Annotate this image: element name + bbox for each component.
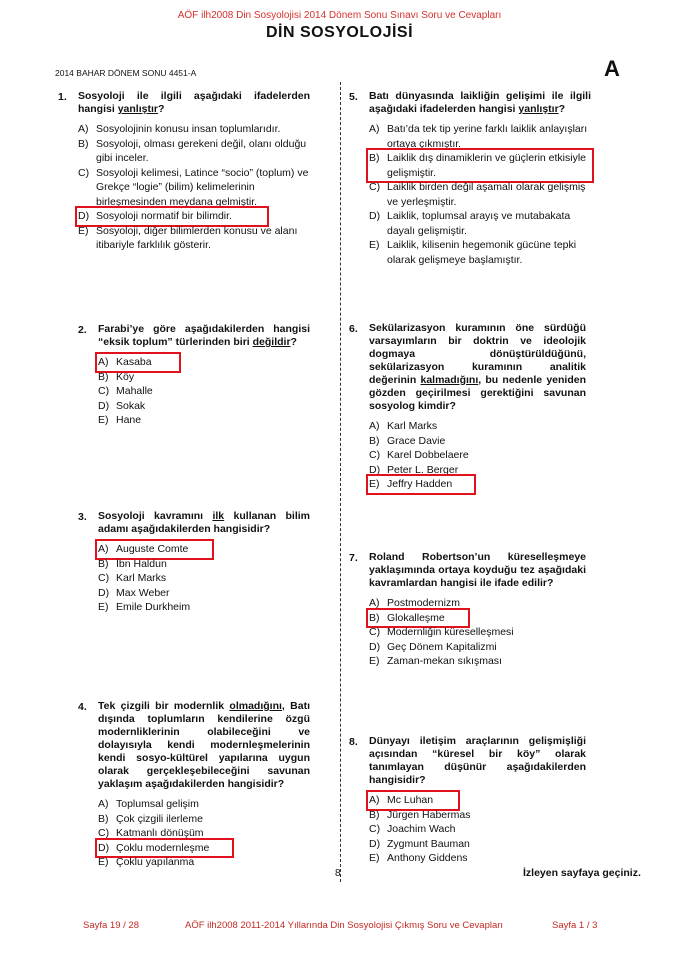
option-a[interactable]: A) Postmodernizm — [369, 597, 460, 609]
option-a[interactable]: A) Karl Marks — [369, 420, 438, 432]
question-3 — [78, 510, 311, 615]
question-stem: Dünyayı iletişim araçlarının gelişmişliği açısından “küresel bir köy” olarak tanımlayan düşünür aşağıdakilerden hangisidir? — [369, 735, 586, 786]
option-e[interactable]: E) Çoklu yapılanma — [98, 856, 195, 868]
option-c[interactable]: C) Laiklik birden değil aşamalı olarak gelişmiş ve yerleşmiştir. — [369, 181, 586, 208]
booklet-letter: A — [604, 56, 620, 81]
option-e-marked-answer[interactable]: E) Jeffry Hadden — [369, 477, 473, 492]
question-2 — [78, 323, 310, 428]
option-c[interactable]: C) Modernliğin küreselleşmesi — [369, 626, 514, 638]
top-header: AÖF ilh2008 Din Sosyolojisi 2014 Dönem Sonu Sınavı Soru ve Cevapları — [177, 10, 502, 21]
question-5 — [349, 90, 591, 267]
option-a-marked-answer[interactable]: A) Mc Luhan — [369, 793, 457, 808]
question-number: 5. — [349, 91, 358, 103]
page-number: 8 — [335, 868, 341, 879]
option-c[interactable]: C) Joachim Wach — [369, 823, 456, 835]
footer-page-left: Sayfa 19 / 28 — [83, 920, 139, 931]
option-b[interactable]: B) Grace Davie — [369, 434, 446, 447]
question-number: 7. — [349, 552, 358, 564]
option-d-marked-answer[interactable]: D) Sosyoloji normatif bir bilimdir. — [78, 209, 266, 224]
option-a[interactable]: A) Toplumsal gelişim — [98, 798, 199, 810]
option-e[interactable]: E) Zaman-mekan sıkışması — [369, 655, 502, 667]
option-e[interactable]: E) Sosyoloji, diğer bilimlerden konusu ve alanı itibariyle farklılık gösterir. — [78, 224, 298, 251]
exam-info: 2014 BAHAR DÖNEM SONU 4451-A — [55, 68, 197, 78]
question-stem: Sosyoloji kavramını ilk kullanan bilim adamı aşağıdakilerden hangisidir? — [98, 510, 311, 535]
question-number: 3. — [78, 511, 87, 523]
option-c[interactable]: C) Karel Dobbelaere — [369, 449, 469, 461]
option-e[interactable]: E) Hane — [98, 414, 142, 426]
option-b-marked-answer[interactable]: B) Laiklik dış dinamiklerin ve güçlerin etkisiyle gelişmiştir. — [369, 151, 591, 180]
footer-page-right: Sayfa 1 / 3 — [552, 920, 598, 931]
option-c[interactable]: C) Sosyoloji kelimesi, Latince “socio” (toplum) ve Grekçe “logie” (bilim) kelimelerinin birleşmesinden meydana gelmiştir. — [78, 166, 309, 208]
subject-title: DİN SOSYOLOJİSİ — [265, 24, 414, 41]
option-e[interactable]: E) Laiklik, kilisenin hegemonik gücüne tepki olarak gelişmeye başlamıştır. — [369, 239, 577, 266]
option-c[interactable]: C) Mahalle — [98, 385, 153, 397]
question-number: 4. — [78, 701, 87, 713]
question-stem: Sekülarizasyon kuramının öne sürdüğü varsayımların bir doktrin ve ideolojik dogmaya dönüştürüldüğünü, sekülarizasyon kuramının analitik değerinin kalmadığını, bu nedenle yeniden gözden geçirilmesi gerektiğini savunan sosyolog kimdir? — [369, 322, 586, 412]
option-b[interactable]: B) Sosyoloji, olması gerekeni değil, olanı olduğu gibi inceler. — [78, 137, 307, 164]
option-a-marked-answer[interactable]: A) Auguste Comte — [98, 542, 211, 557]
column-divider — [340, 82, 341, 882]
options-list — [98, 355, 310, 428]
question-stem: Tek çizgili bir modernlik olmadığını, Batı dışında toplumların kendilerine özgü modernliklerinin olabileceğini ve dolayısıyla kendi modernleşmelerinin kendi sosyo-kültürel yapılarına uygun olarak gerçekleşebileceğini savunan yaklaşım aşağıdakilerden hangisidir? — [98, 700, 311, 790]
next-page-note: İzleyen sayfaya geçiniz. — [523, 867, 641, 879]
option-d[interactable]: D) Zygmunt Bauman — [369, 837, 470, 850]
option-d[interactable]: D) Sokak — [98, 399, 146, 412]
option-d-marked-answer[interactable]: D) Çoklu modernleşme — [98, 841, 231, 856]
question-6 — [349, 322, 586, 492]
option-b[interactable]: B) İbn Haldun — [98, 557, 167, 570]
options-list — [369, 419, 586, 492]
option-a[interactable]: A) Batı’da tek tip yerine farklı laiklik anlayışları ortaya çıkmıştır. — [369, 123, 588, 150]
option-d[interactable]: D) Peter L. Berger — [369, 463, 459, 476]
question-number: 6. — [349, 323, 358, 335]
question-1 — [58, 90, 310, 253]
options-list — [98, 542, 310, 615]
question-number: 2. — [78, 324, 87, 336]
option-c[interactable]: C) Katmanlı dönüşüm — [98, 827, 204, 839]
option-b[interactable]: B) Jürgen Habermas — [369, 808, 471, 821]
question-7 — [349, 551, 586, 669]
options-list — [98, 797, 310, 870]
option-d[interactable]: D) Max Weber — [98, 586, 170, 599]
option-a[interactable]: A) Sosyolojinin konusu insan toplumlarıdır. — [78, 123, 281, 135]
option-b-marked-answer[interactable]: B) Glokalleşme — [369, 611, 467, 626]
options-list — [369, 793, 586, 866]
option-d[interactable]: D) Laiklik, toplumsal arayış ve mutabakata dayalı gelişmiştir. — [369, 210, 571, 237]
question-stem: Roland Robertson’un küreselleşmeye yaklaşımında ortaya koyduğu tez aşağıdaki kavramlardan hangisi ile ifade edilir? — [369, 551, 586, 589]
question-stem: Sosyoloji ile ilgili aşağıdaki ifadelerden hangisi yanlıştır? — [78, 90, 310, 115]
question-number: 1. — [58, 91, 67, 103]
footer-title: AÖF ilh2008 2011-2014 Yıllarında Din Sosyolojisi Çıkmış Soru ve Cevapları — [185, 920, 504, 931]
question-stem: Farabi’ye göre aşağıdakilerden hangisi “eksik toplum” türlerinden biri değildir? — [98, 323, 310, 348]
options-list — [369, 596, 586, 669]
option-e[interactable]: E) Anthony Giddens — [369, 852, 468, 864]
question-8 — [349, 735, 586, 866]
question-4 — [78, 700, 311, 870]
option-b[interactable]: B) Çok çizgili ilerleme — [98, 812, 203, 825]
option-e[interactable]: E) Emile Durkheim — [98, 601, 191, 613]
option-b[interactable]: B) Köy — [98, 370, 135, 383]
options-list — [369, 122, 591, 267]
option-a-marked-answer[interactable]: A) Kasaba — [98, 355, 178, 370]
question-number: 8. — [349, 736, 358, 748]
option-d[interactable]: D) Geç Dönem Kapitalizmi — [369, 640, 497, 653]
options-list — [78, 122, 310, 253]
option-c[interactable]: C) Karl Marks — [98, 572, 167, 584]
question-stem: Batı dünyasında laikliğin gelişimi ile ilgili aşağıdaki ifadelerden hangisi yanlıştır? — [369, 90, 591, 115]
